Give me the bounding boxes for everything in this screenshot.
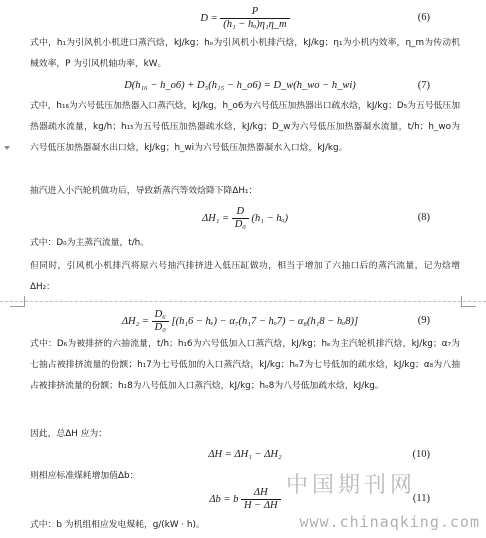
eq8-rhs: (h₁ − hₒ) [251,212,289,224]
eq6-numerator: P [220,6,289,19]
equation-6-number: (6) [417,12,430,23]
paragraph-3: 抽汽进入小汽轮机做功后，导致新蒸汽等效焓降下降ΔH₁： [30,186,258,196]
equation-6 [120,6,370,31]
eq9-fraction [152,309,169,334]
paragraph-8: 则相应标准煤耗增加值Δb： [30,471,139,481]
eq11-numerator: ΔH [241,487,281,500]
paragraph-2: 式中，h₁₆为六号低压加热器入口蒸汽焓，kJ/kg，h_o6为六号低压加热器出口疏水焓，kJ/kg；D₅为五号低压加热器疏水流量，kg/h；h₁₅为五号低压加热器疏水焓，kJ/kg；D_w为六号低压加热器凝水流量，t/h；h_wo为六号低压加热器凝水出口焓，kJ/kg；h_wi为六号低压加热器凝水入口焓，kJ/kg。 [30,101,460,153]
eq9-numerator: D₆ [152,309,169,322]
paragraph-6: 式中：D₆为被排挤的六抽流量，t/h；h₁6为六号低加入口蒸汽焓，kJ/kg；hₑ为主汽轮机排汽焓，kJ/kg；α₇为七抽占被排挤流量的份额；h₁7为七号低加的入口蒸汽焓，kJ/kg；hₒ7为七号低加的疏水焓，kJ/kg；α₈为八抽占被排挤流量的份额；h₁8为八号低加入口蒸汽焓，kJ/kg；hₒ8为八号低加疏水焓，kJ/kg。 [30,339,460,391]
eq8-lhs: ΔH₁ = [201,212,230,224]
eq6-lhs: D = [200,12,218,24]
watermark-url: www.chinaqking.com [299,513,480,531]
equation-7: D(h₁₆ − h_o6) + D₅(h₁₅ − h_o6) = D_w(h_wo − h_wi) [124,80,356,91]
equation-7-number: (7) [417,80,430,91]
eq8-numerator: D [232,206,249,219]
page-break-line [0,301,486,303]
equation-10-number: (10) [412,449,430,460]
eq9-lhs: ΔH₂ = [121,315,149,327]
eq8-denominator: D₀ [234,219,246,230]
eq6-fraction [220,6,289,31]
eq9-denominator: D₀ [154,322,166,333]
eq6-denominator: (h₁ − hₒ)η₁η_m [223,19,287,30]
eq11-lhs: Δb = b [209,493,239,505]
eq11-fraction [241,487,281,512]
paragraph-1: 式中，h₁为引风机小机进口蒸汽焓，kJ/kg；hₒ为引风机小机排汽焓，kJ/kg；η₁为小机内效率，η_m为传动机械效率，P 为引风机轴功率，kW。 [30,38,460,69]
equation-8 [120,206,370,231]
margin-marker-icon [4,146,10,150]
equation-8-number: (8) [417,212,430,223]
page-corner-mark-left [10,296,25,307]
equation-9-number: (9) [417,315,430,326]
eq8-fraction [232,206,249,231]
eq9-rhs: [(h₁6 − hₑ) − α₇(h₁7 − hₒ7) − α₈(h₁8 − hₒ8)] [171,315,359,327]
equation-11-number: (11) [412,493,430,504]
page-corner-mark-right [461,296,476,307]
equation-9 [60,309,420,334]
equation-10: ΔH = ΔH₁ − ΔH₂ [208,449,282,460]
paragraph-5: 但同时，引风机小机排汽将原六号抽汽排挤进入低压缸做功，相当于增加了六抽口后的蒸汽流量，记为焓增ΔH₂： [30,261,460,292]
paragraph-7: 因此，总ΔH 应为： [30,429,108,439]
watermark-logo-text: 中国期刊网 [285,473,416,498]
eq11-denominator: H − ΔH [243,500,278,511]
paragraph-4: 式中：D₀为主蒸汽流量，t/h。 [30,238,150,248]
paragraph-9: 式中：b 为机组相应发电煤耗，g/(kW · h)。 [30,520,205,530]
